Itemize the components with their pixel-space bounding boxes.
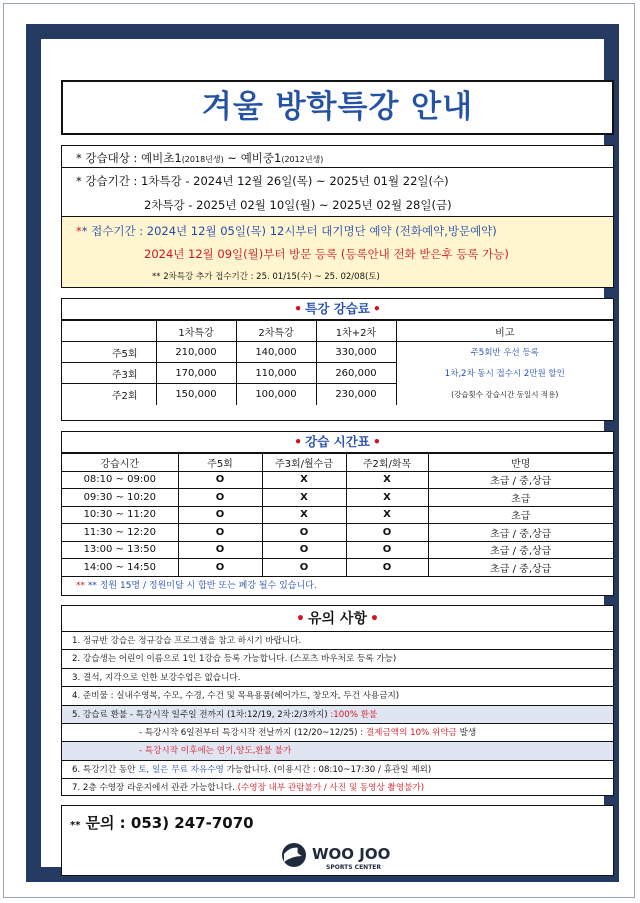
schedule-cell: O (178, 524, 262, 542)
fee-note-1: 주5회반 우선 등록 (396, 342, 613, 363)
period-row-1 (62, 173, 613, 189)
schedule-cell: O (178, 471, 262, 489)
schedule-cell: O (346, 559, 428, 577)
schedule-row (62, 506, 613, 524)
schedule-class: 초급 (428, 506, 613, 524)
schedule-row (62, 471, 613, 489)
info-box (61, 145, 614, 288)
note-5-occur: 발생 (456, 727, 477, 738)
schedule-cell: O (262, 559, 346, 577)
note-5-penalty: 결제금액의 10% 위약금 (365, 727, 457, 738)
fee-header (62, 321, 156, 342)
note-7-text: 7. 2층 수영장 라운지에서 관관 가능합니다. (72, 783, 238, 794)
fee-cell: 260,000 (316, 363, 396, 384)
contact-line (70, 812, 254, 833)
schedule-class: 초급 / 중,상급 (428, 471, 613, 489)
logo-swimmer-icon (282, 843, 306, 867)
schedule-header: 강습시간 (62, 454, 178, 472)
fee-cell: 110,000 (236, 363, 316, 384)
target-from: 예비초1 (141, 151, 182, 165)
note-6-free: 토, 일은 무료 자유수영 (138, 764, 224, 775)
schedule-time: 09:30 ~ 10:20 (62, 489, 178, 507)
fee-row (62, 384, 613, 405)
reg-row-2 (144, 246, 613, 262)
title-box (61, 80, 614, 135)
target-from-year: (2018년생) (181, 155, 224, 164)
schedule-cell: O (262, 541, 346, 559)
target-label: * 강습대상 : (76, 151, 142, 165)
page-frame (3, 3, 635, 898)
period-row-2 (144, 197, 613, 213)
schedule-header: 주3회/월수금 (262, 454, 346, 472)
content-panel (40, 38, 605, 871)
fee-cell: 170,000 (156, 363, 236, 384)
note-7-restriction: (수영장 내부 관람불가 / 사진 및 동영상 촬영불가) (237, 783, 425, 794)
fee-cell: 330,000 (316, 342, 396, 363)
note-5-text: 5. 강습료 환불 - 특강시작 일주일 전까지 (1차:12/19, 2차:2/3까지) (72, 709, 331, 720)
period-2: 2차특강 - 2025년 02월 10일(월) ~ 2025년 02월 28일(금) (144, 198, 452, 212)
fee-note-3: (강습횟수 강습시간 동일시 적용) (396, 384, 613, 405)
fee-header: 비고 (396, 321, 613, 342)
fee-cell: 210,000 (156, 342, 236, 363)
schedule-table (62, 453, 613, 577)
schedule-cell: X (346, 471, 428, 489)
schedule-cell: X (262, 506, 346, 524)
note-5-sub-1 (62, 724, 613, 742)
contact-dots: ** (70, 820, 81, 831)
page-title: 겨울 방학특강 안내 (201, 89, 474, 125)
schedule-cell: X (262, 471, 346, 489)
schedule-header: 반명 (428, 454, 613, 472)
reg-label: * 접수기간 : (81, 224, 147, 238)
schedule-cell: X (346, 489, 428, 507)
schedule-foot-text: ** 정원 15명 / 정원미달 시 합반 또는 폐강 될수 있습니다. (87, 580, 317, 591)
schedule-title: • 강습 시간표 • (62, 432, 613, 453)
schedule-cell: O (346, 541, 428, 559)
schedule-header-row (62, 454, 613, 472)
fee-box (61, 298, 614, 421)
note-7 (62, 779, 613, 797)
fee-row-label: 주2회 (62, 384, 156, 405)
schedule-row (62, 559, 613, 577)
reg-2: 2024년 12월 09일(월)부터 방문 등록 (등록안내 전화 받은후 등록 가능) (144, 247, 509, 261)
registration-section (62, 216, 613, 287)
schedule-row (62, 524, 613, 542)
note-5-sub-2: - 특강시작 이후에는 연기,양도,환불 불가 (62, 742, 613, 760)
fee-header-row (62, 321, 613, 342)
fee-cell: 150,000 (156, 384, 236, 405)
schedule-time: 08:10 ~ 09:00 (62, 471, 178, 489)
schedule-time: 13:00 ~ 13:50 (62, 541, 178, 559)
note-5-refund: :100% 환불 (330, 709, 378, 720)
schedule-row (62, 489, 613, 507)
navy-border (26, 24, 619, 882)
period-label: * 강습기간 : (76, 174, 142, 188)
schedule-class: 초급 / 중,상급 (428, 524, 613, 542)
schedule-footnote: ** ** 정원 15명 / 정원미달 시 합반 또는 폐강 될수 있습니다. (76, 580, 317, 591)
schedule-cell: X (262, 489, 346, 507)
schedule-row (62, 541, 613, 559)
schedule-class: 초급 / 중,상급 (428, 559, 613, 577)
contact-phone: 문의 : 053) 247-7070 (85, 814, 254, 832)
note-6-hours: 가능합니다. (이용시간 : 08:10~17:30 / 휴관일 제외) (223, 764, 432, 775)
fee-row-label: 주3회 (62, 363, 156, 384)
schedule-title-text: 강습 시간표 (305, 434, 370, 449)
schedule-cell: O (178, 506, 262, 524)
fee-cell: 230,000 (316, 384, 396, 405)
period-1: 1차특강 - 2024년 12월 26일(목) ~ 2025년 01월 22일(수) (141, 174, 449, 188)
reg-3: ** 2차특강 추가 접수기간 : 25. 01/15(수) ~ 25. 02/08(토) (152, 272, 380, 282)
fee-row (62, 363, 613, 384)
fee-cell: 140,000 (236, 342, 316, 363)
note-5 (62, 706, 613, 724)
schedule-class: 초급 (428, 489, 613, 507)
fee-cell: 100,000 (236, 384, 316, 405)
fee-header: 1차+2차 (316, 321, 396, 342)
reg-row-3 (152, 270, 613, 282)
schedule-cell: O (178, 541, 262, 559)
schedule-time: 11:30 ~ 12:20 (62, 524, 178, 542)
note-4: 4. 준비물 : 실내수영복, 수모, 수경, 수건 및 목욕용품(헤어가드, 창모자, 두건 사용금지) (62, 687, 613, 705)
logo-wordmark: WOO JOO (312, 845, 391, 863)
reg-1: 2024년 12월 05일(목) 12시부터 대기명단 예약 (전화예약,방문예약) (146, 224, 497, 238)
schedule-cell: O (346, 524, 428, 542)
schedule-header: 주2회/화목 (346, 454, 428, 472)
notes-box (61, 605, 614, 796)
schedule-time: 14:00 ~ 14:50 (62, 559, 178, 577)
fee-row (62, 342, 613, 363)
fee-row-label: 주5회 (62, 342, 156, 363)
fee-header: 2차특강 (236, 321, 316, 342)
schedule-cell: X (346, 506, 428, 524)
target-to-year: (2012년생) (281, 155, 324, 164)
woojoo-logo (280, 840, 440, 872)
schedule-cell: O (262, 524, 346, 542)
fee-table (62, 320, 613, 405)
note-3: 3. 결석, 지각으로 인한 보강수업은 없습니다. (62, 669, 613, 687)
fee-title: • 특강 강습료 • (62, 299, 613, 320)
notes-title: • 유의 사항 • (62, 606, 613, 632)
fee-note-2: 1차,2차 동시 접수시 2만원 할인 (396, 363, 613, 384)
notes-title-text: 유의 사항 (308, 611, 367, 627)
schedule-time: 10:30 ~ 11:20 (62, 506, 178, 524)
target-to: ~ 예비중1 (223, 151, 282, 165)
note-6 (62, 761, 613, 779)
schedule-box (61, 431, 614, 596)
schedule-cell: O (178, 559, 262, 577)
contact-box (61, 805, 614, 876)
logo-subtitle: SPORTS CENTER (326, 864, 382, 871)
reg-row-1: ** 접수기간 : 2024년 12월 05일(목) 12시부터 대기명단 예약 (전화예약,방문예약) (76, 224, 497, 238)
note-5-sub-1-text: - 특강시작 6일전부터 특강시작 전날까지 (12/20~12/25) : (139, 727, 366, 738)
fee-header: 1차특강 (156, 321, 236, 342)
fee-title-text: 특강 강습료 (305, 301, 370, 316)
note-1: 1. 정규반 강습은 정규강습 프로그램을 참고 하시기 바랍니다. (62, 632, 613, 650)
schedule-header: 주5회 (178, 454, 262, 472)
schedule-class: 초급 / 중,상급 (428, 541, 613, 559)
note-2: 2. 강습생는 어린이 이름으로 1인 1강습 등록 가능합니다. (스포츠 바우처로 등록 가능) (62, 650, 613, 668)
note-6-text: 6. 특강기간 동안 (72, 764, 139, 775)
schedule-cell: O (178, 489, 262, 507)
target-row (62, 150, 613, 166)
